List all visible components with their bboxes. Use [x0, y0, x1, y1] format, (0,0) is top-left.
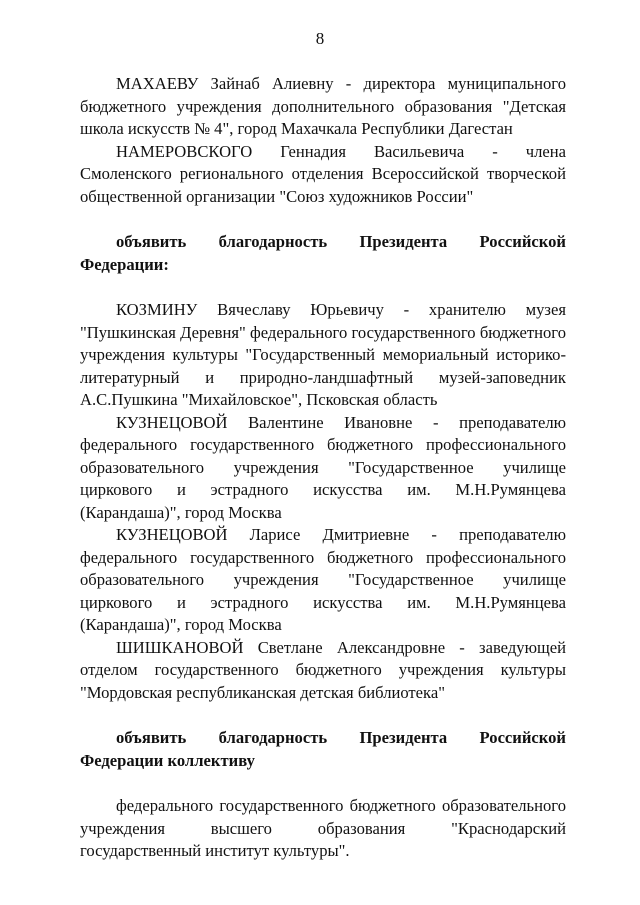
spacer: [80, 276, 566, 299]
paragraph-kuznetsova-valentina: КУЗНЕЦОВОЙ Валентине Ивановне - преподавателю федерального государственного бюджетного профессионального образовательного учреждения "Государственное училище циркового и эстрадного искусства им. М.Н.Румянцева (Карандаша)", город Москва: [80, 412, 566, 522]
spacer: [80, 208, 566, 231]
paragraph-namerovsky: НАМЕРОВСКОГО Геннадия Васильевича - члена Смоленского регионального отделения Всероссийской творческой общественной организации "Союз художников России": [80, 141, 566, 206]
page-number: 8: [315, 29, 325, 48]
section-heading-gratitude-collective: объявить благодарность Президента Российской Федерации коллективу: [80, 728, 566, 770]
spacer: [80, 704, 566, 727]
paragraph-kuznetsova-larisa: КУЗНЕЦОВОЙ Ларисе Дмитриевне - преподавателю федерального государственного бюджетного профессионального образовательного учреждения "Государственное училище циркового и эстрадного искусства им. М.Н.Румянцева (Карандаша)", город Москва: [80, 525, 566, 634]
spacer: [80, 772, 566, 795]
section-heading-gratitude: объявить благодарность Президента Российской Федерации:: [80, 232, 566, 274]
paragraph-krasnodar-institute: федерального государственного бюджетного образовательного учреждения высшего образования "Краснодарский государственный институт культуры".: [80, 796, 566, 860]
paragraph-shishkanova: ШИШКАНОВОЙ Светлане Александровне - заведующей отделом государственного бюджетного учреждения культуры "Мордовская республиканская детская библиотека": [80, 637, 566, 702]
paragraph-makhaeva: МАХАЕВУ Зайнаб Алиевну - директора муниципального бюджетного учреждения дополнительного образования "Детская школа искусств № 4", город Махачкала Республики Дагестан: [80, 74, 566, 138]
paragraph-kozmin: КОЗМИНУ Вячеславу Юрьевичу - хранителю музея "Пушкинская Деревня" федерального государственного бюджетного учреждения культуры "Государственный мемориальный историко-литературный и природно-ландшафтный музей-заповедник А.С.Пушкина "Михайловское", Псковская область: [80, 300, 566, 409]
document-body: [80, 73, 566, 863]
